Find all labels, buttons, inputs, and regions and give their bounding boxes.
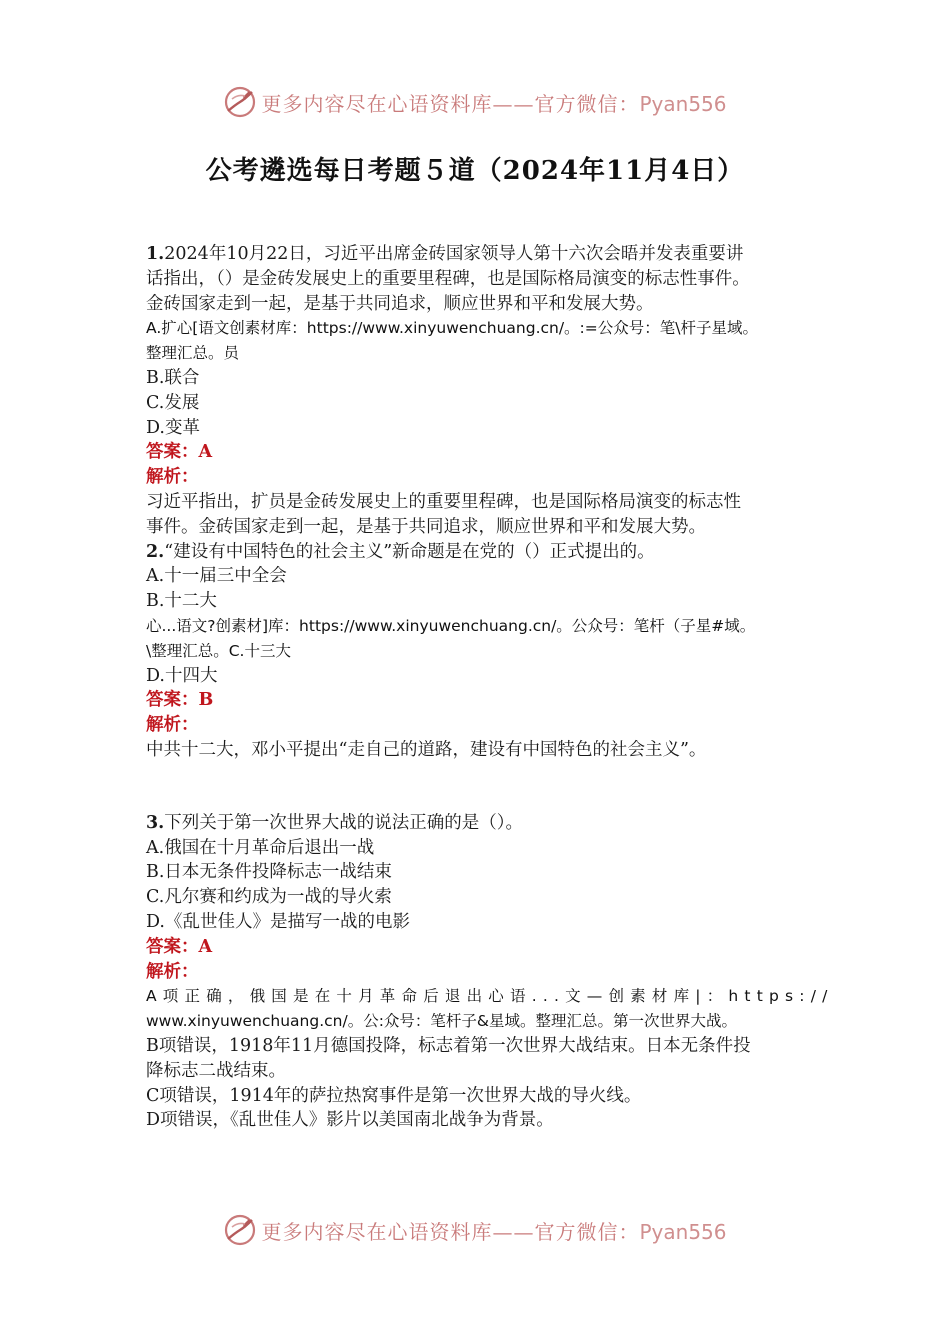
answer-label: 答案：A (146, 936, 213, 957)
option-d: D.变革 (146, 417, 200, 438)
banner-text: 更多内容尽在心语资料库——官方微信：Pyan556 (261, 91, 727, 116)
analysis-text: 事件。金砖国家走到一起，是基于共同追求，顺应世界和平和发展大势。 (146, 516, 706, 537)
option-c-watermark: 心...语文?创素材]库：https://www.xinyuwenchuang.cn/。公众号：笔杆（子星#域。 (146, 616, 756, 635)
question-stem: 3.下列关于第一次世界大战的说法正确的是（）。 (146, 812, 524, 833)
analysis-label: 解析： (146, 715, 199, 736)
analysis-text-b-continued: 降标志二战结束。 (146, 1060, 286, 1081)
analysis-label: 解析： (146, 467, 199, 488)
option-d: D.《乱世佳人》是描写一战的电影 (146, 911, 410, 932)
option-a: A.扩心[语文创素材库：https://www.xinyuwenchuang.cn/。:=公众号：笔\杆子星域。 (146, 319, 758, 338)
analysis-text: 中共十二大，邓小平提出“走自己的道路，建设有中国特色的社会主义”。 (146, 739, 707, 760)
banner-text: 更多内容尽在心语资料库——官方微信：Pyan556 (261, 1219, 727, 1244)
option-a: A.俄国在十月革命后退出一战 (146, 837, 375, 858)
question-3 (146, 811, 834, 1133)
page-title: 公考遴选每日考题５道（2024年11月4日） (205, 156, 745, 186)
answer-label: 答案：A (146, 442, 213, 463)
option-b: B.联合 (146, 367, 200, 388)
question-number: 3. (146, 812, 165, 833)
pen-swirl-logo-icon (223, 1213, 257, 1247)
question-number: 2. (146, 541, 165, 562)
question-stem-line: 金砖国家走到一起，是基于共同追求，顺应世界和平和发展大势。 (146, 293, 654, 314)
option-a-continued: 整理汇总。员 (146, 344, 240, 363)
analysis-text-d: D项错误，《乱世佳人》影片以美国南北战争为背景。 (146, 1110, 554, 1131)
analysis-text-c: C项错误，1914年的萨拉热窝事件是第一次世界大战的导火线。 (146, 1085, 642, 1106)
option-b: B.十二大 (146, 591, 217, 612)
option-c: C.凡尔赛和约成为一战的导火索 (146, 887, 392, 908)
option-c: C.发展 (146, 392, 200, 413)
question-2 (146, 540, 814, 763)
footer-banner (0, 1210, 950, 1250)
question-number: 1. (146, 244, 165, 264)
question-1 (146, 242, 814, 540)
option-b: B.日本无条件投降标志一战结束 (146, 862, 392, 883)
analysis-text-a: A项正确，俄国是在十月革命后退出心语...文—创素材库|：https:// (146, 987, 834, 1006)
analysis-label: 解析： (146, 961, 199, 982)
question-stem: 2.“建设有中国特色的社会主义”新命题是在党的（）正式提出的。 (146, 541, 655, 562)
pen-swirl-logo-icon (223, 85, 257, 119)
answer-label: 答案：B (146, 690, 214, 711)
analysis-text-b: B项错误，1918年11月德国投降，标志着第一次世界大战结束。日本无条件投 (146, 1035, 751, 1056)
question-list (146, 242, 834, 1133)
header-banner (0, 82, 950, 122)
analysis-text: 习近平指出，扩员是金砖发展史上的重要里程碑，也是国际格局演变的标志性 (146, 491, 741, 512)
question-stem: 1.2024年10月22日，习近平出席金砖国家领导人第十六次会晤并发表重要讲 (146, 244, 744, 264)
option-c: \整理汇总。C.十三大 (146, 641, 291, 660)
option-d: D.十四大 (146, 665, 218, 686)
question-stem-line: 话指出，（）是金砖发展史上的重要里程碑，也是国际格局演变的标志性事件。 (146, 268, 750, 289)
spacer (146, 763, 814, 811)
option-a: A.十一届三中全会 (146, 566, 287, 587)
analysis-text-a-continued: www.xinyuwenchuang.cn/。公:众号：笔杆子&星域。整理汇总。第一次世界大战。 (146, 1012, 738, 1031)
